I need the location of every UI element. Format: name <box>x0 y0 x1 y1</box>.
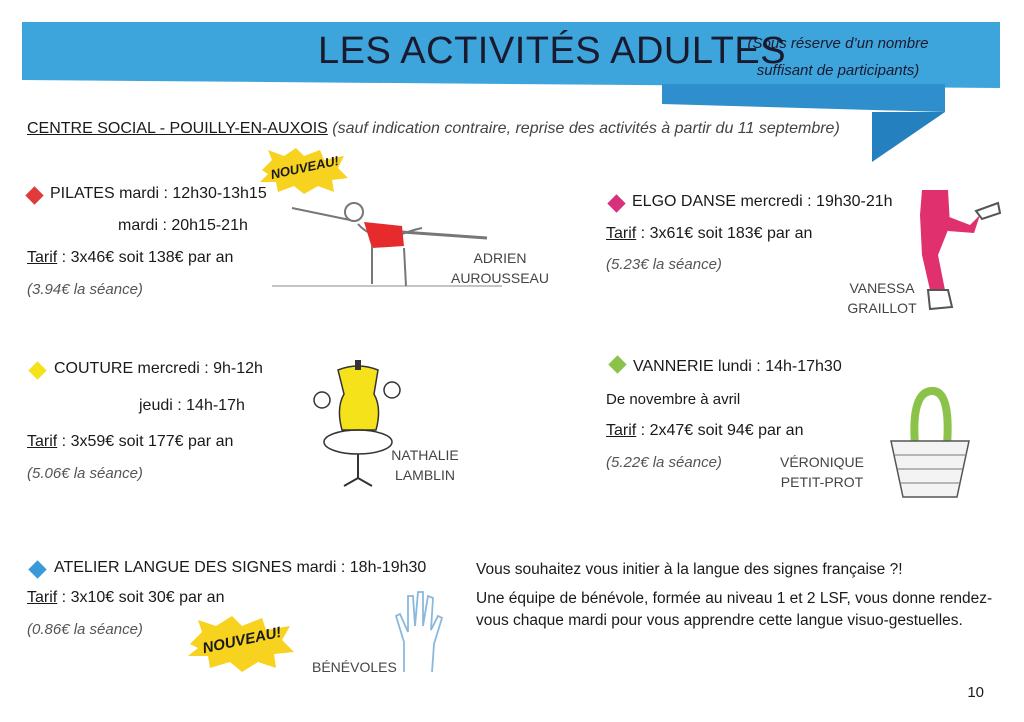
elgo-per-session: (5.23€ la séance) <box>606 256 722 273</box>
langue-new-badge-text: NOUVEAU! <box>201 623 283 658</box>
langue-instructor: BÉNÉVOLES <box>312 659 397 675</box>
banner-fold <box>872 112 945 162</box>
couture-schedule-1: COUTURE mercredi : 9h-12h <box>54 360 263 377</box>
pilates-tarif: Tarif : 3x46€ soit 138€ par an <box>27 249 234 266</box>
banner-lower-band <box>662 84 945 112</box>
langue-per-session: (0.86€ la séance) <box>27 621 143 638</box>
vannerie-tarif: Tarif : 2x47€ soit 94€ par an <box>606 422 804 439</box>
pilates-new-badge-text: NOUVEAU! <box>269 152 341 183</box>
vannerie-period: De novembre à avril <box>606 391 741 408</box>
couture-diamond-icon <box>28 361 46 379</box>
pilates-per-session: (3.94€ la séance) <box>27 281 143 298</box>
pilates-instructor: ADRIEN AUROUSSEAU <box>450 250 550 286</box>
pilates-schedule-1: PILATES mardi : 12h30-13h15 <box>50 185 267 202</box>
centre-note: (sauf indication contraire, reprise des activités à partir du 11 septembre) <box>332 120 840 137</box>
elgo-tarif: Tarif : 3x61€ soit 183€ par an <box>606 225 813 242</box>
langue-schedule: ATELIER LANGUE DES SIGNES mardi : 18h-19h30 <box>54 559 427 576</box>
page-number: 10 <box>967 684 984 701</box>
langue-question: Vous souhaitez vous initier à la langue des signes française ?! <box>476 561 903 578</box>
langue-description: Une équipe de bénévole, formée au niveau 1 et 2 LSF, vous donne rendez-vous chaque mardi pour vous apprendre cette langue visuo-gestuelles. <box>476 590 993 629</box>
elgo-schedule: ELGO DANSE mercredi : 19h30-21h <box>632 193 893 210</box>
header-note: (Sous réserve d’un nombre suffisant de participants) <box>747 35 929 79</box>
page-title: LES ACTIVITÉS ADULTES <box>318 30 787 72</box>
pilates-schedule-2: mardi : 20h15-21h <box>118 217 248 234</box>
elgo-diamond-icon <box>607 194 625 212</box>
langue-diamond-icon <box>28 560 46 578</box>
vannerie-per-session: (5.22€ la séance) <box>606 454 722 471</box>
vannerie-instructor: VÉRONIQUE PETIT-PROT <box>779 454 864 490</box>
pilates-diamond-icon <box>25 186 43 204</box>
header-banner <box>0 0 1024 170</box>
hand-sign-icon <box>388 586 448 676</box>
elgo-instructor: VANESSA GRAILLOT <box>847 280 917 316</box>
centre-line <box>27 120 840 138</box>
basket-icon <box>885 385 975 505</box>
centre-name: CENTRE SOCIAL - POUILLY-EN-AUXOIS <box>27 120 328 137</box>
vannerie-schedule: VANNERIE lundi : 14h-17h30 <box>633 358 842 375</box>
couture-tarif: Tarif : 3x59€ soit 177€ par an <box>27 433 234 450</box>
langue-tarif: Tarif : 3x10€ soit 30€ par an <box>27 589 225 606</box>
couture-per-session: (5.06€ la séance) <box>27 465 143 482</box>
couture-schedule-2: jeudi : 14h-17h <box>139 397 245 414</box>
vannerie-diamond-icon <box>608 355 626 373</box>
couture-instructor: NATHALIE LAMBLIN <box>391 447 459 483</box>
